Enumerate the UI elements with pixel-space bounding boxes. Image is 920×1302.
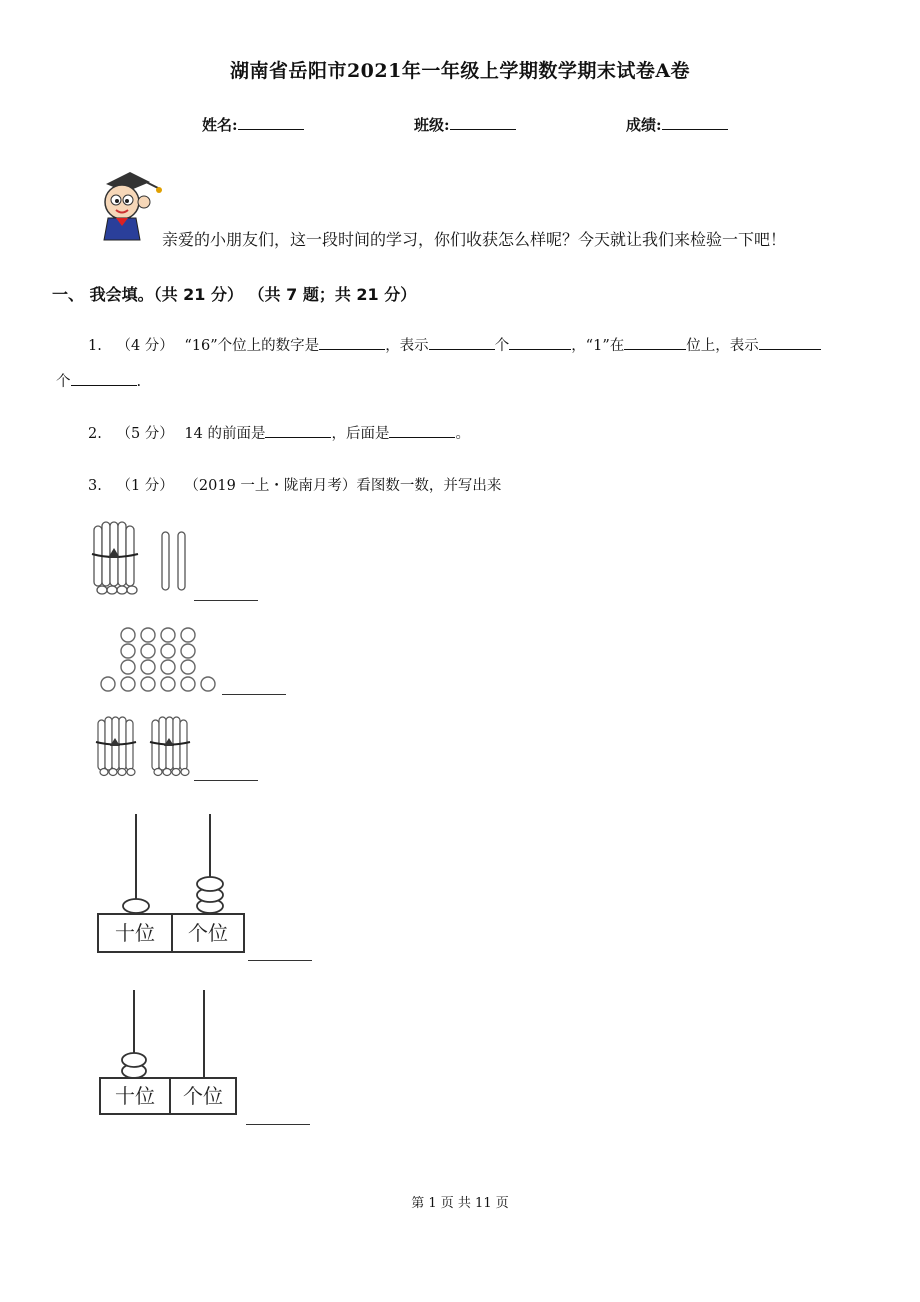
q1-number: 1. — [88, 338, 102, 354]
name-label: 姓名: — [202, 116, 238, 134]
name-field — [202, 114, 304, 135]
answer-line-4[interactable] — [248, 960, 312, 961]
class-blank[interactable] — [450, 114, 516, 130]
q1-points: （4 分） — [116, 338, 174, 354]
q2-number: 2. — [88, 426, 102, 442]
answer-line-2[interactable] — [222, 694, 286, 695]
abacus2-ones-label: 个位 — [183, 1084, 223, 1108]
q1-blank-4[interactable] — [624, 335, 686, 350]
q2-text-3: 。 — [455, 426, 470, 442]
class-label: 班级: — [414, 116, 450, 134]
q3-points: （1 分） — [116, 478, 174, 494]
abacus1-ones-label: 个位 — [188, 921, 228, 945]
abacus1-tens-label: 十位 — [115, 921, 155, 945]
q2-points: （5 分） — [116, 426, 174, 442]
name-blank[interactable] — [238, 114, 304, 130]
mascot-illustration — [92, 168, 168, 244]
circle-count-figure — [98, 624, 222, 696]
score-label: 成绩: — [626, 116, 662, 134]
q2-text-2: ，后面是 — [331, 426, 390, 442]
greeting-text: 亲爱的小朋友们，这一段时间的学习，你们收获怎么样呢？今天就让我们来检验一下吧！ — [162, 230, 787, 249]
q3-number: 3. — [88, 478, 102, 494]
q2-text-1: 14 的前面是 — [184, 426, 266, 442]
q1-blank-6[interactable] — [71, 371, 137, 386]
q1-blank-5[interactable] — [759, 335, 821, 350]
abacus2-tens-label: 十位 — [115, 1084, 155, 1108]
abacus-figure-2 — [96, 986, 256, 1120]
abacus-figure-1 — [94, 810, 254, 956]
q1-text-1: “16”个位上的数字是 — [184, 338, 320, 354]
question-1 — [88, 334, 878, 355]
page-footer: 第 1 页 共 11 页 — [411, 1196, 509, 1211]
q2-blank-2[interactable] — [389, 423, 455, 438]
stick-bundle-figure-2 — [94, 714, 204, 778]
stick-bundle-figure-1 — [90, 518, 200, 598]
q1-text-5: 位上，表示 — [686, 338, 759, 354]
q1-text-4: ，“1”在 — [571, 338, 625, 354]
q1-blank-1[interactable] — [319, 335, 385, 350]
q1-text-2: ，表示 — [385, 338, 429, 354]
q2-blank-1[interactable] — [265, 423, 331, 438]
class-field — [414, 114, 516, 135]
question-3 — [88, 474, 501, 495]
answer-line-3[interactable] — [194, 780, 258, 781]
q1-blank-3[interactable] — [509, 335, 571, 350]
score-blank[interactable] — [662, 114, 728, 130]
question-2 — [88, 422, 470, 443]
section-heading: 一、 我会填。（共 21 分） （共 7 题；共 21 分） — [52, 285, 417, 304]
q1-text-6: 个 — [56, 374, 71, 390]
answer-line-1[interactable] — [194, 600, 258, 601]
q3-text: （2019 一上・陇南月考）看图数一数，并写出来 — [184, 478, 502, 494]
question-1-cont — [56, 370, 141, 391]
page-title: 湖南省岳阳市2021年一年级上学期数学期末试卷A卷 — [229, 60, 691, 82]
score-field — [626, 114, 728, 135]
q1-text-3: 个 — [494, 338, 510, 354]
answer-line-5[interactable] — [246, 1124, 310, 1125]
q1-blank-2[interactable] — [429, 335, 495, 350]
q1-text-7: . — [136, 374, 142, 390]
